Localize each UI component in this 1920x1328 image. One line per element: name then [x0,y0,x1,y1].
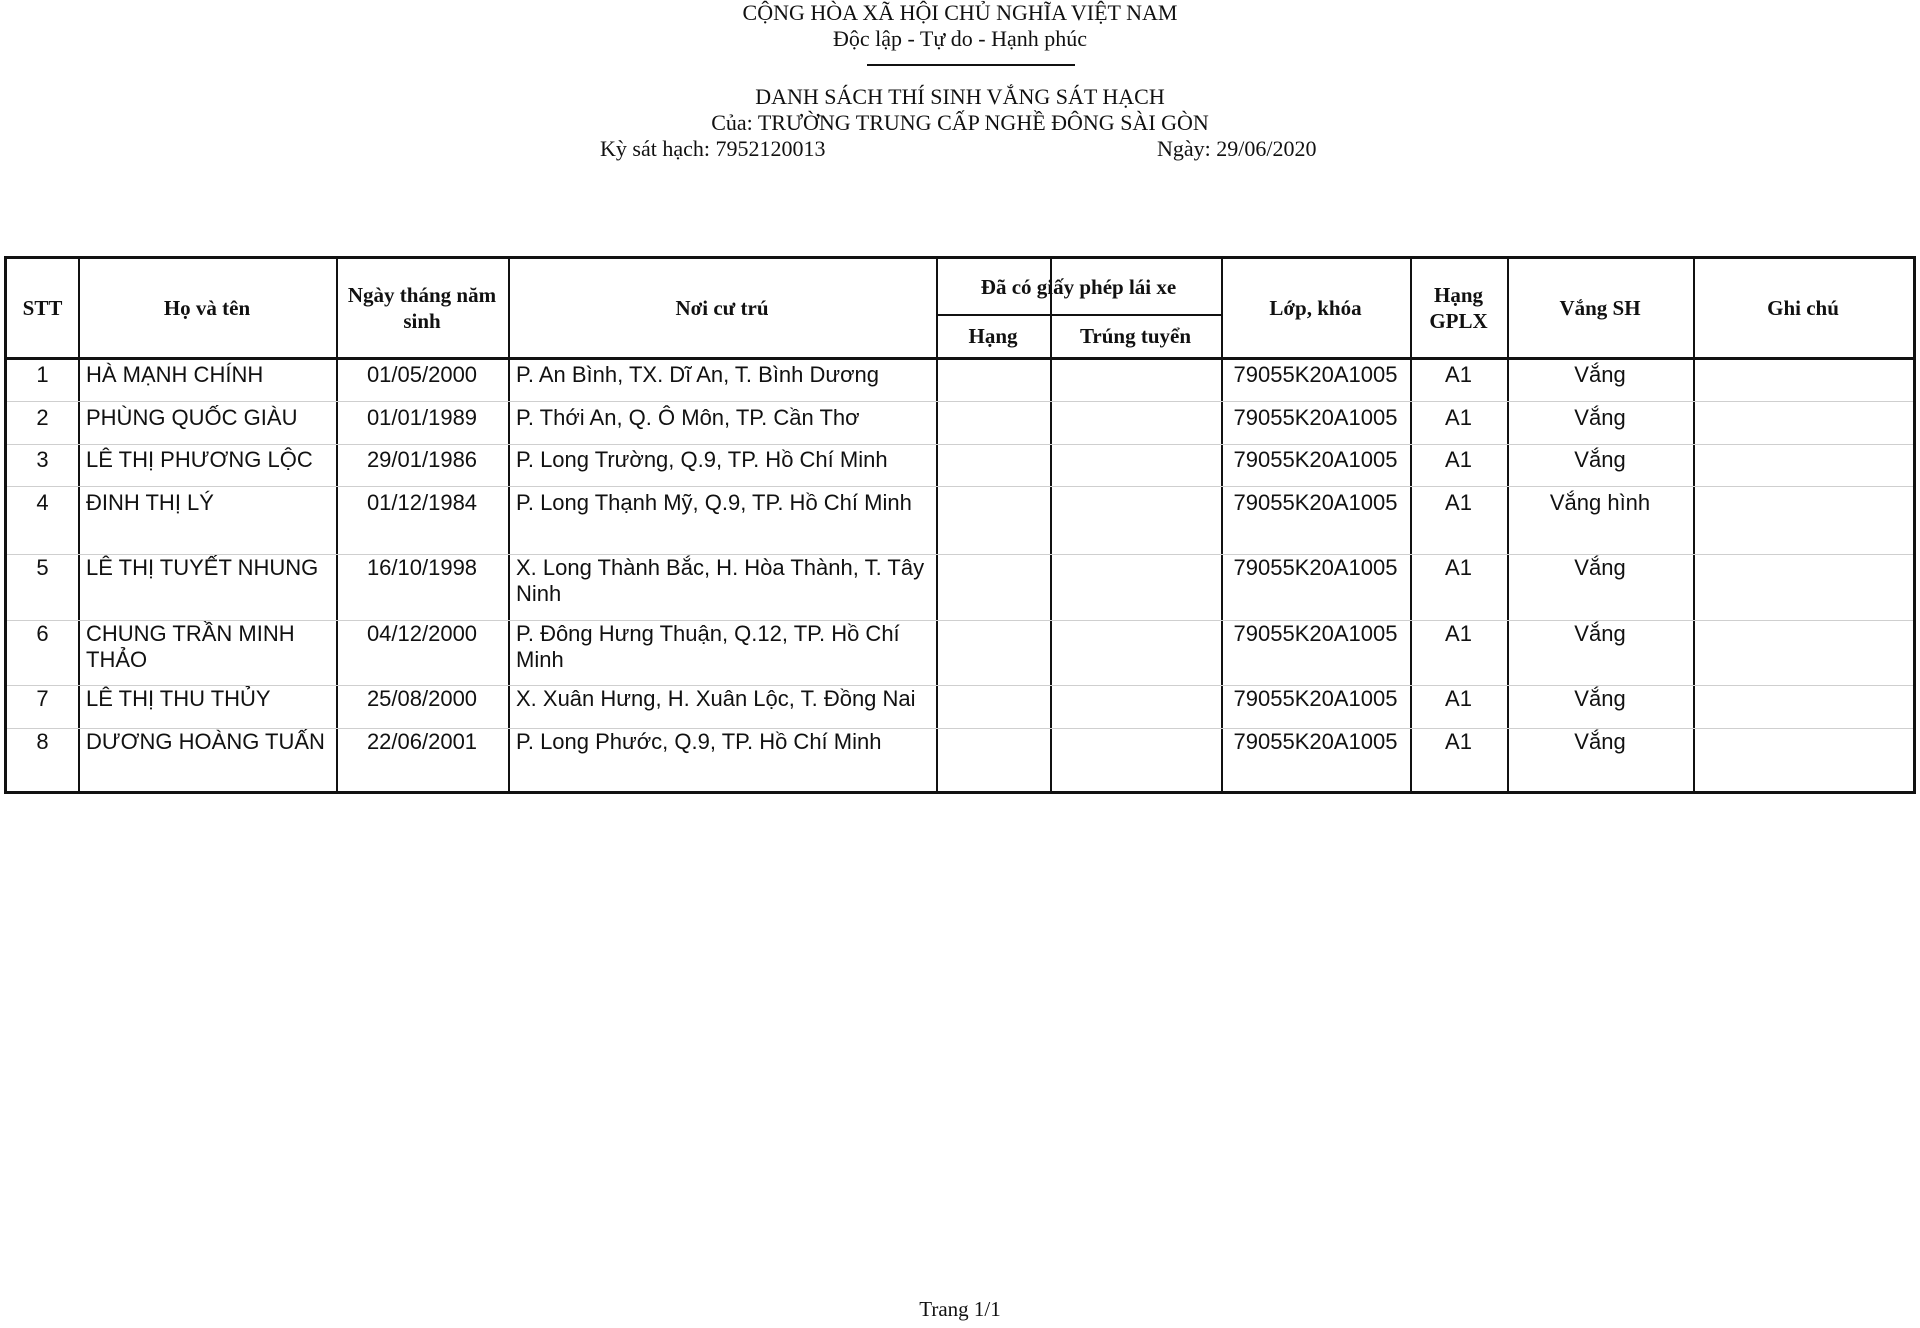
cell-absent: Vắng [1574,555,1626,580]
cell-course: 79055K20A1005 [1233,729,1398,754]
cell-residence: P. Đông Hưng Thuận, Q.12, TP. Hồ Chí Minh [516,621,900,672]
header-license-group: Đã có giấy phép lái xe [980,274,1177,299]
cell-name: ĐINH THỊ LÝ [86,490,214,515]
cell-absent: Vắng [1574,447,1626,472]
cell-dob: 01/05/2000 [366,362,478,387]
cell-course: 79055K20A1005 [1233,621,1398,646]
cell-stt: 2 [36,405,49,430]
cell-name: LÊ THỊ THU THỦY [86,686,271,711]
national-title: CỘNG HÒA XÃ HỘI CHỦ NGHĨA VIỆT NAM [742,0,1178,25]
row-separator [7,620,1913,621]
cell-stt: 5 [36,555,49,580]
row-separator [7,444,1913,445]
header-residence: Nơi cư trú [675,296,769,320]
cell-gplx: A1 [1445,621,1472,646]
exam-session-code: Kỳ sát hạch: 7952120013 [600,136,826,161]
cell-course: 79055K20A1005 [1233,686,1398,711]
exam-date: Ngày: 29/06/2020 [1157,136,1317,161]
cell-name: PHÙNG QUỐC GIÀU [86,405,298,430]
cell-residence: P. Thới An, Q. Ô Môn, TP. Cần Thơ [516,405,860,430]
cell-name: LÊ THỊ PHƯƠNG LỘC [86,447,313,472]
cell-stt: 7 [36,686,49,711]
cell-dob: 22/06/2001 [366,729,478,754]
header-dob-line1: Ngày tháng năm [347,283,497,307]
cell-absent: Vắng [1574,621,1626,646]
cell-course: 79055K20A1005 [1233,490,1398,515]
cell-absent: Vắng [1574,729,1626,754]
cell-course: 79055K20A1005 [1233,362,1398,387]
page-number: Trang 1/1 [919,1297,1001,1321]
document-title: DANH SÁCH THÍ SINH VẮNG SÁT HẠCH [755,84,1165,109]
cell-dob: 01/01/1989 [366,405,478,430]
cell-gplx: A1 [1445,686,1472,711]
header-divider [7,357,1913,360]
cell-course: 79055K20A1005 [1233,555,1398,580]
cell-absent: Vắng hình [1549,490,1651,515]
cell-residence: X. Xuân Hưng, H. Xuân Lộc, T. Đồng Nai [516,686,916,711]
cell-absent: Vắng [1574,362,1626,387]
cell-dob: 01/12/1984 [366,490,478,515]
header-gplx-line1: Hạng [1433,283,1483,307]
cell-dob: 29/01/1986 [366,447,478,472]
cell-name: CHUNG TRẦN MINH THẢO [86,621,295,672]
cell-dob: 16/10/1998 [366,555,478,580]
header-gplx [1410,259,1507,357]
row-separator [7,486,1913,487]
cell-stt: 6 [36,621,49,646]
row-separator [7,401,1913,402]
motto: Độc lập - Tự do - Hạnh phúc [832,26,1088,51]
cell-residence: P. An Bình, TX. Dĩ An, T. Bình Dương [516,362,880,387]
cell-residence: P. Long Trường, Q.9, TP. Hồ Chí Minh [516,447,888,472]
header-gplx-line2: GPLX [1429,309,1488,333]
header-dob-line2: sinh [403,309,441,333]
row-separator [7,685,1913,686]
row-separator [7,554,1913,555]
header-course: Lớp, khóa [1269,296,1362,320]
cell-course: 79055K20A1005 [1233,405,1398,430]
cell-stt: 3 [36,447,49,472]
header-dob [336,259,508,357]
header-stt: STT [22,296,63,320]
cell-gplx: A1 [1445,490,1472,515]
cell-name: LÊ THỊ TUYẾT NHUNG [86,555,319,580]
cell-dob: 25/08/2000 [366,686,478,711]
cell-absent: Vắng [1574,686,1626,711]
header-license-passed: Trúng tuyển [1079,323,1192,348]
cell-gplx: A1 [1445,447,1472,472]
cell-gplx: A1 [1445,729,1472,754]
cell-residence: P. Long Phước, Q.9, TP. Hồ Chí Minh [516,729,882,754]
cell-name: HÀ MẠNH CHÍNH [86,362,264,387]
header-license-class: Hạng [968,323,1018,348]
cell-stt: 1 [36,362,49,387]
candidates-table [4,256,1916,794]
cell-stt: 8 [36,729,49,754]
organization-name: Của: TRƯỜNG TRUNG CẤP NGHỀ ĐÔNG SÀI GÒN [711,110,1209,135]
cell-absent: Vắng [1574,405,1626,430]
cell-name: DƯƠNG HOÀNG TUẤN [86,729,325,754]
cell-gplx: A1 [1445,362,1472,387]
cell-gplx: A1 [1445,555,1472,580]
cell-residence: P. Long Thạnh Mỹ, Q.9, TP. Hồ Chí Minh [516,490,912,515]
header-name: Họ và tên [163,296,251,320]
cell-dob: 04/12/2000 [366,621,478,646]
cell-gplx: A1 [1445,405,1472,430]
header-note: Ghi chú [1767,296,1839,320]
cell-stt: 4 [36,490,49,515]
cell-course: 79055K20A1005 [1233,447,1398,472]
cell-residence: X. Long Thành Bắc, H. Hòa Thành, T. Tây Ninh [516,555,925,606]
motto-underline [867,64,1075,66]
header-absent: Vắng SH [1559,296,1641,320]
row-separator [7,728,1913,729]
